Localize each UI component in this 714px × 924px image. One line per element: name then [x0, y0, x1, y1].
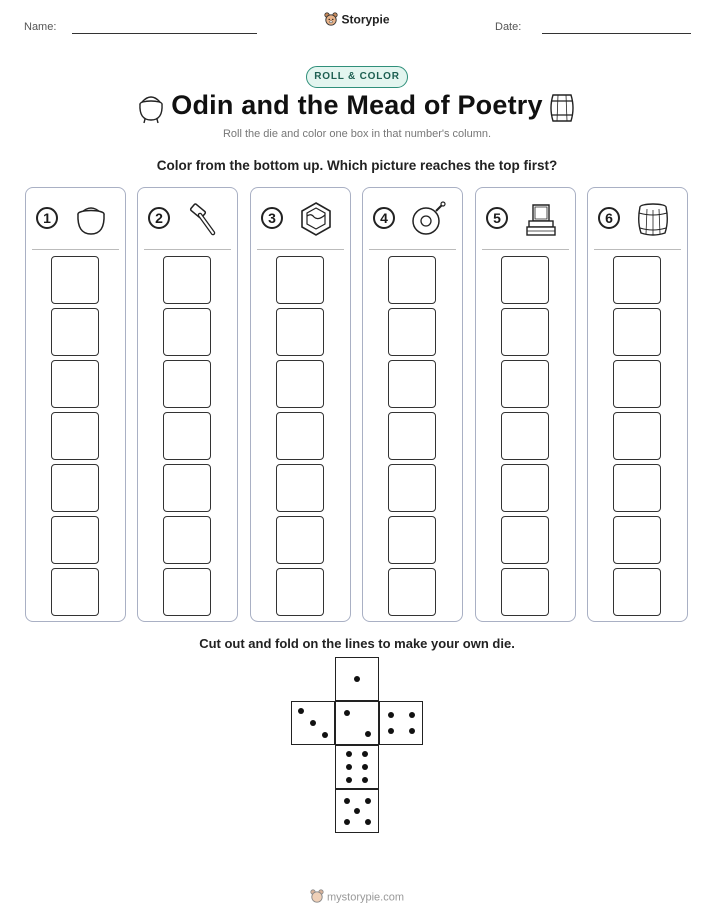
die-face-1: [335, 657, 379, 701]
die-pip: [388, 728, 394, 734]
column-divider: [482, 249, 569, 250]
column-number: 3: [261, 207, 283, 229]
color-box[interactable]: [51, 464, 99, 512]
cut-instruction: Cut out and fold on the lines to make your own die.: [199, 636, 515, 651]
color-box[interactable]: [501, 568, 549, 616]
column-1: [25, 187, 126, 622]
die-face-6: [335, 745, 379, 789]
color-box[interactable]: [613, 464, 661, 512]
date-line[interactable]: [542, 33, 691, 34]
color-box[interactable]: [501, 256, 549, 304]
color-box[interactable]: [613, 256, 661, 304]
column-divider: [144, 249, 231, 250]
footer-url[interactable]: mystorypie.com: [326, 891, 405, 904]
page-title: Odin and the Mead of Poetry: [171, 90, 543, 120]
die-pip: [409, 728, 415, 734]
column-number: 6: [598, 207, 620, 229]
column-4: [362, 187, 463, 622]
color-box[interactable]: [388, 256, 436, 304]
barrel-icon: [548, 92, 576, 124]
brand-logo: [0, 12, 714, 29]
column-number: 5: [486, 207, 508, 229]
color-box[interactable]: [613, 568, 661, 616]
ring-icon: [410, 201, 446, 237]
die-pip: [365, 731, 371, 737]
die-face-5: [335, 789, 379, 833]
color-box[interactable]: [51, 516, 99, 564]
throne-icon: [523, 201, 559, 237]
color-box[interactable]: [51, 256, 99, 304]
column-6: [587, 187, 688, 622]
color-box[interactable]: [501, 516, 549, 564]
color-box[interactable]: [501, 360, 549, 408]
column-3: [250, 187, 351, 622]
color-box[interactable]: [163, 308, 211, 356]
column-number: 4: [373, 207, 395, 229]
color-box[interactable]: [51, 412, 99, 460]
die-pip: [409, 712, 415, 718]
barrel-icon: [635, 201, 671, 237]
color-box[interactable]: [276, 256, 324, 304]
color-box[interactable]: [276, 516, 324, 564]
footer: [0, 889, 714, 906]
die-pip: [322, 732, 328, 738]
name-label: Name:: [24, 21, 57, 33]
color-box[interactable]: [613, 412, 661, 460]
die-face-4: [379, 701, 423, 745]
column-number: 1: [36, 207, 58, 229]
die-pip: [346, 751, 352, 757]
column-divider: [369, 249, 456, 250]
color-box[interactable]: [51, 308, 99, 356]
hammer-icon: [185, 201, 221, 237]
name-line[interactable]: [72, 33, 257, 34]
color-box[interactable]: [163, 568, 211, 616]
die-face-2: [335, 701, 379, 745]
die-pip: [365, 819, 371, 825]
color-box[interactable]: [613, 308, 661, 356]
color-box[interactable]: [163, 516, 211, 564]
die-pip: [365, 798, 371, 804]
color-box[interactable]: [163, 360, 211, 408]
color-box[interactable]: [163, 412, 211, 460]
column-2: [137, 187, 238, 622]
die-pip: [344, 710, 350, 716]
bear-icon: [324, 12, 338, 29]
die-pip: [362, 751, 368, 757]
color-box[interactable]: [51, 568, 99, 616]
column-number: 2: [148, 207, 170, 229]
color-box[interactable]: [51, 360, 99, 408]
column-5: [475, 187, 576, 622]
die-pip: [354, 808, 360, 814]
color-box[interactable]: [276, 360, 324, 408]
color-box[interactable]: [501, 464, 549, 512]
color-box[interactable]: [163, 256, 211, 304]
roll-color-badge: ROLL & COLOR: [306, 66, 408, 88]
die-pip: [310, 720, 316, 726]
brand-name: Storypie: [341, 12, 390, 27]
color-box[interactable]: [276, 308, 324, 356]
color-box[interactable]: [388, 360, 436, 408]
column-divider: [32, 249, 119, 250]
date-label: Date:: [495, 21, 522, 33]
column-divider: [594, 249, 681, 250]
color-box[interactable]: [501, 308, 549, 356]
die-pip: [346, 777, 352, 783]
color-box[interactable]: [388, 308, 436, 356]
color-box[interactable]: [276, 464, 324, 512]
die-pip: [354, 676, 360, 682]
color-box[interactable]: [501, 412, 549, 460]
color-box[interactable]: [613, 516, 661, 564]
color-box[interactable]: [163, 464, 211, 512]
color-box[interactable]: [388, 568, 436, 616]
die-pip: [298, 708, 304, 714]
die-pip: [362, 764, 368, 770]
color-box[interactable]: [276, 568, 324, 616]
color-box[interactable]: [613, 360, 661, 408]
color-box[interactable]: [388, 412, 436, 460]
die-pip: [344, 819, 350, 825]
die-pip: [362, 777, 368, 783]
die-face-3: [291, 701, 335, 745]
bear-icon: [310, 889, 324, 906]
cauldron-icon: [73, 201, 109, 237]
color-box[interactable]: [388, 464, 436, 512]
column-divider: [257, 249, 344, 250]
color-box[interactable]: [276, 412, 324, 460]
subtitle: Roll the die and color one box in that number's column.: [222, 128, 492, 140]
die-pip: [388, 712, 394, 718]
instruction: Color from the bottom up. Which picture reaches the top first?: [156, 158, 558, 173]
die-pip: [344, 798, 350, 804]
die-pip: [346, 764, 352, 770]
color-box[interactable]: [388, 516, 436, 564]
honey-icon: [298, 201, 334, 237]
